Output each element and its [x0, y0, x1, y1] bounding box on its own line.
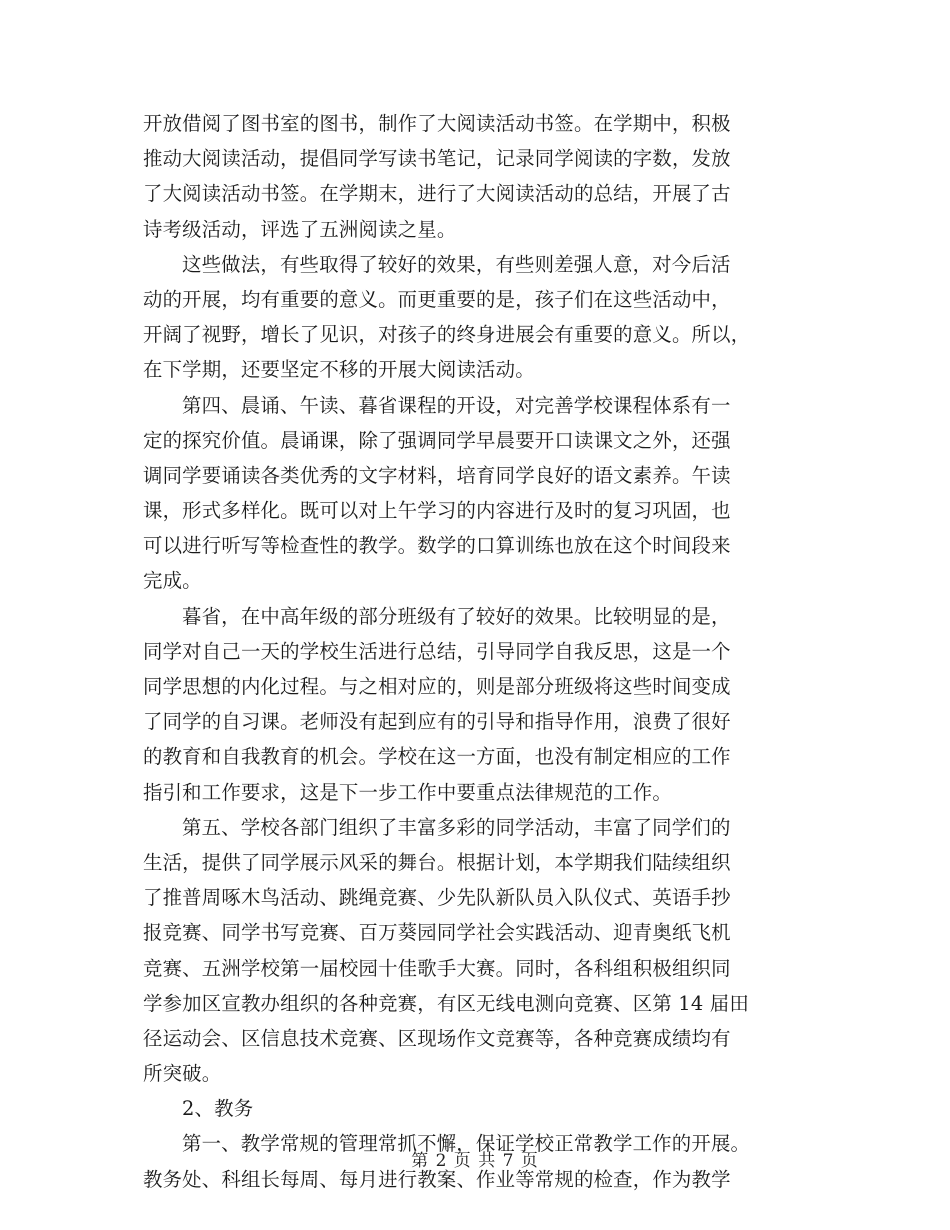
- text-line: 课，形式多样化。既可以对上午学习的内容进行及时的复习巩固，也: [143, 499, 731, 523]
- text-line: 同学思想的内化过程。与之相对应的，则是部分班级将这些时间变成: [143, 675, 731, 698]
- text-line: 第五、学校各部门组织了丰富多彩的同学活动，丰富了同学们的: [182, 815, 731, 839]
- text-line: 2、教务: [182, 1097, 254, 1121]
- text-line: 可以进行听写等检查性的教学。数学的口算训练也放在这个时间段来: [143, 534, 731, 558]
- text-line: 开放借阅了图书室的图书，制作了大阅读活动书签。在学期中，积极: [143, 112, 731, 135]
- text-line: 暮省，在中高年级的部分班级有了较好的效果。比较明显的是，: [182, 604, 731, 628]
- text-line: 在下学期，还要坚定不移的开展大阅读活动。: [143, 358, 535, 382]
- text-line: 了推普周啄木鸟活动、跳绳竞赛、少先队新队员入队仪式、英语手抄: [143, 886, 731, 910]
- text-line: 第一、教学常规的管理常抓不懈，保证学校正常教学工作的开展。: [182, 1132, 751, 1156]
- text-line: 了同学的自习课。老师没有起到应有的引导和指导作用，浪费了很好: [143, 710, 731, 734]
- text-line: 第四、晨诵、午读、暮省课程的开设，对完善学校课程体系有一: [182, 393, 731, 417]
- text-line: 调同学要诵读各类优秀的文字材料，培育同学良好的语文素养。午读: [143, 463, 731, 487]
- text-line: 竞赛、五洲学校第一届校园十佳歌手大赛。同时，各科组积极组织同: [143, 956, 731, 980]
- text-line: 动的开展，均有重要的意义。而更重要的是，孩子们在这些活动中，: [143, 287, 731, 311]
- text-line: 完成。: [143, 569, 202, 593]
- text-line: 指引和工作要求，这是下一步工作中要重点法律规范的工作。: [143, 780, 672, 804]
- text-line: 的教育和自我教育的机会。学校在这一方面，也没有制定相应的工作: [143, 745, 731, 769]
- page-footer: 第 2 页 共 7 页: [411, 1151, 539, 1171]
- text-line: 同学对自己一天的学校生活进行总结，引导同学自我反思，这是一个: [143, 639, 731, 663]
- text-line: 生活，提供了同学展示风采的舞台。根据计划，本学期我们陆续组织: [143, 850, 731, 874]
- text-line: 这些做法，有些取得了较好的效果，有些则差强人意，对今后活: [182, 252, 731, 276]
- text-line: 报竞赛、同学书写竞赛、百万葵园同学社会实践活动、迎青奥纸飞机: [143, 921, 731, 945]
- text-line: 所突破。: [143, 1062, 222, 1086]
- text-line: 径运动会、区信息技术竞赛、区现场作文竞赛等，各种竞赛成绩均有: [143, 1026, 731, 1050]
- text-line: 教务处、科组长每周、每月进行教案、作业等常规的检查，作为教学: [143, 1167, 731, 1191]
- body-text: [143, 106, 815, 1197]
- text-line: 定的探究价值。晨诵课，除了强调同学早晨要开口读课文之外，还强: [143, 428, 731, 452]
- text-line: 诗考级活动，评选了五洲阅读之星。: [143, 217, 457, 241]
- text-line: 推动大阅读活动，提倡同学写读书笔记，记录同学阅读的字数，发放: [143, 147, 731, 171]
- text-line: 开阔了视野，增长了见识，对孩子的终身进展会有重要的意义。所以，: [143, 323, 751, 347]
- text-line: 学参加区宣教办组织的各种竞赛，有区无线电测向竞赛、区第 14 届田: [143, 991, 749, 1015]
- text-line: 了大阅读活动书签。在学期末，进行了大阅读活动的总结，开展了古: [143, 182, 731, 206]
